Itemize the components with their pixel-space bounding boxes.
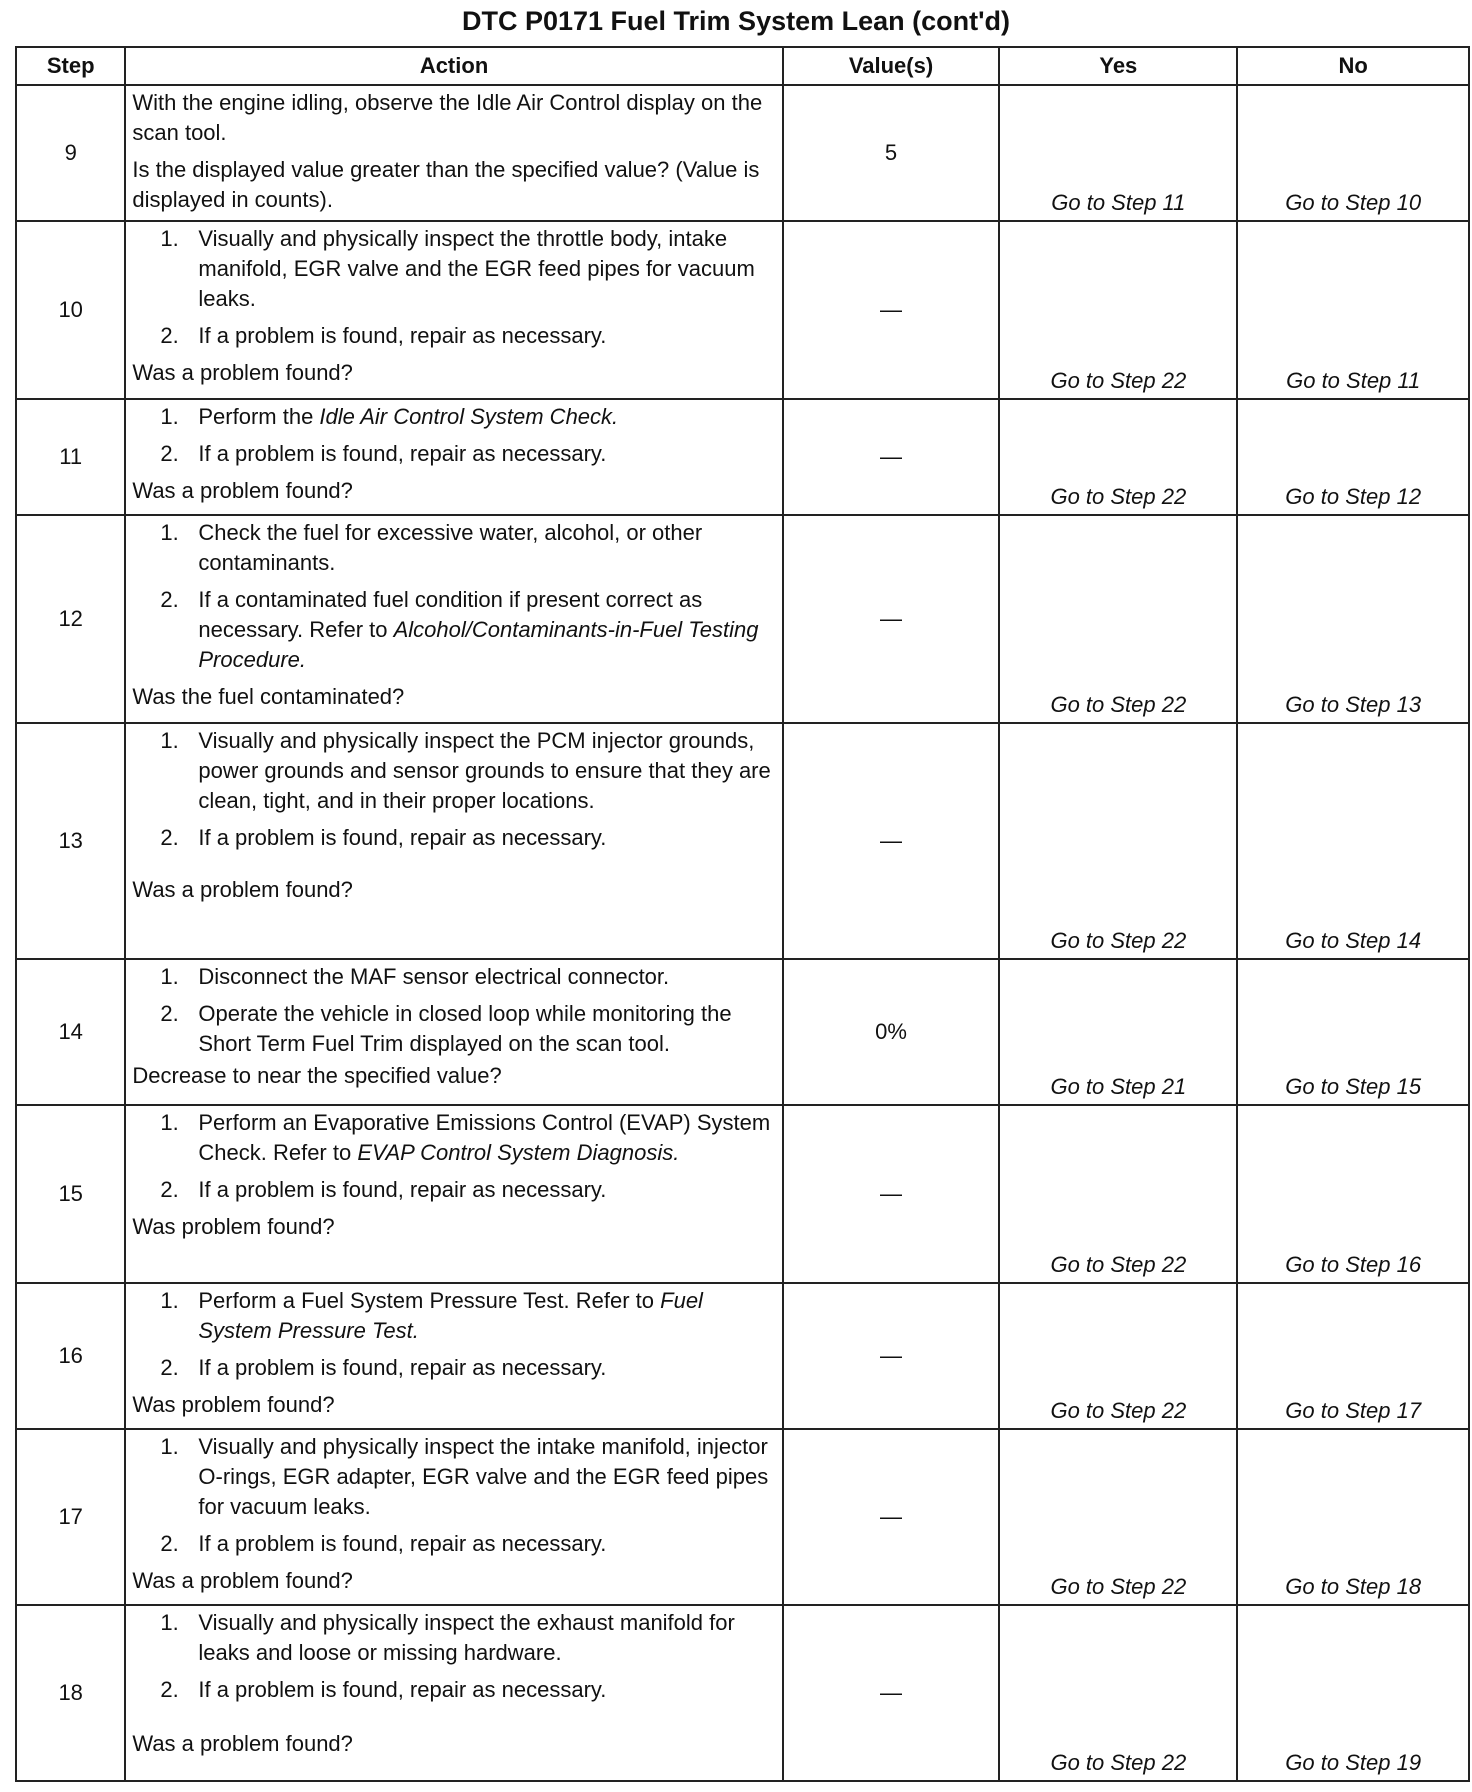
reference-link: Fuel System Pressure Test. bbox=[198, 1288, 703, 1343]
yes-goto: Go to Step 22 bbox=[999, 221, 1237, 399]
action-list bbox=[132, 224, 773, 351]
step-number: 10 bbox=[16, 221, 125, 399]
list-item: 2. If a contaminated fuel condition if present correct as necessary. Refer to Alcohol/Contaminants-in-Fuel Testing Procedure. bbox=[160, 587, 759, 672]
no-goto: Go to Step 13 bbox=[1237, 515, 1469, 723]
value-cell: — bbox=[783, 1429, 1000, 1605]
action-cell bbox=[125, 1105, 782, 1283]
action-text: With the engine idling, observe the Idle Air Control display on the scan tool. bbox=[132, 90, 763, 145]
question-text: Is the displayed value greater than the specified value? (Value is displayed in counts). bbox=[132, 157, 760, 212]
question-text: Was problem found? bbox=[132, 1214, 335, 1239]
list-item: 2. If a problem is found, repair as necessary. bbox=[160, 441, 607, 466]
action-cell bbox=[125, 1605, 782, 1781]
diagnostic-table bbox=[15, 46, 1470, 1782]
yes-goto: Go to Step 22 bbox=[999, 399, 1237, 515]
list-item: 1. Perform a Fuel System Pressure Test. Refer to Fuel System Pressure Test. bbox=[160, 1288, 703, 1343]
value-cell: — bbox=[783, 1605, 1000, 1781]
yes-goto: Go to Step 22 bbox=[999, 1429, 1237, 1605]
step-number: 16 bbox=[16, 1283, 125, 1429]
action-list bbox=[132, 402, 773, 469]
table-row bbox=[16, 959, 1469, 1105]
action-list bbox=[132, 1108, 773, 1205]
question-text: Was the fuel contaminated? bbox=[132, 684, 405, 709]
yes-goto: Go to Step 21 bbox=[999, 959, 1237, 1105]
action-list bbox=[132, 962, 773, 1059]
list-item: 1. Visually and physically inspect the throttle body, intake manifold, EGR valve and the EGR feed pipes for vacuum leaks. bbox=[160, 226, 755, 311]
action-cell bbox=[125, 723, 782, 959]
no-goto: Go to Step 14 bbox=[1237, 723, 1469, 959]
question-text: Was a problem found? bbox=[132, 360, 353, 385]
list-item: 1. Check the fuel for excessive water, alcohol, or other contaminants. bbox=[160, 520, 703, 575]
list-item: 1. Visually and physically inspect the exhaust manifold for leaks and loose or missing hardware. bbox=[160, 1610, 735, 1665]
header-yes: Yes bbox=[999, 47, 1237, 85]
action-cell bbox=[125, 1429, 782, 1605]
no-goto: Go to Step 11 bbox=[1237, 221, 1469, 399]
step-number: 13 bbox=[16, 723, 125, 959]
header-no: No bbox=[1237, 47, 1469, 85]
action-cell bbox=[125, 85, 782, 221]
table-row bbox=[16, 1283, 1469, 1429]
header-step: Step bbox=[16, 47, 125, 85]
question-text: Was problem found? bbox=[132, 1392, 335, 1417]
no-goto: Go to Step 15 bbox=[1237, 959, 1469, 1105]
question-text: Decrease to near the specified value? bbox=[132, 1063, 502, 1088]
yes-goto: Go to Step 22 bbox=[999, 723, 1237, 959]
list-item: 1. Visually and physically inspect the PCM injector grounds, power grounds and sensor grounds to ensure that they are clean, tight, and in their proper locations. bbox=[160, 728, 771, 813]
action-cell bbox=[125, 515, 782, 723]
value-cell: — bbox=[783, 399, 1000, 515]
list-item: 2. If a problem is found, repair as necessary. bbox=[160, 1531, 607, 1556]
action-cell bbox=[125, 959, 782, 1105]
table-row bbox=[16, 1605, 1469, 1781]
value-cell: — bbox=[783, 515, 1000, 723]
no-goto: Go to Step 19 bbox=[1237, 1605, 1469, 1781]
step-number: 12 bbox=[16, 515, 125, 723]
list-item: 1. Visually and physically inspect the intake manifold, injector O-rings, EGR adapter, EGR valve and the EGR feed pipes for vacuum leaks. bbox=[160, 1434, 769, 1519]
action-cell bbox=[125, 221, 782, 399]
step-number: 15 bbox=[16, 1105, 125, 1283]
yes-goto: Go to Step 22 bbox=[999, 1105, 1237, 1283]
reference-link: Alcohol/Contaminants-in-Fuel Testing Procedure. bbox=[198, 617, 759, 672]
table-row bbox=[16, 1429, 1469, 1605]
yes-goto: Go to Step 22 bbox=[999, 1605, 1237, 1781]
list-item: 2. If a problem is found, repair as necessary. bbox=[160, 323, 607, 348]
step-number: 9 bbox=[16, 85, 125, 221]
header-row bbox=[16, 47, 1469, 85]
reference-link: Idle Air Control System Check. bbox=[319, 404, 619, 429]
list-item: 2. If a problem is found, repair as necessary. bbox=[160, 825, 607, 850]
action-list bbox=[132, 1608, 773, 1705]
list-item: 2. Operate the vehicle in closed loop while monitoring the Short Term Fuel Trim displayed on the scan tool. bbox=[160, 1001, 732, 1056]
table-row bbox=[16, 515, 1469, 723]
list-item: 1. Perform the Idle Air Control System Check. bbox=[160, 404, 619, 429]
no-goto: Go to Step 12 bbox=[1237, 399, 1469, 515]
step-number: 14 bbox=[16, 959, 125, 1105]
action-list bbox=[132, 1432, 773, 1559]
step-number: 11 bbox=[16, 399, 125, 515]
no-goto: Go to Step 18 bbox=[1237, 1429, 1469, 1605]
no-goto: Go to Step 10 bbox=[1237, 85, 1469, 221]
action-list bbox=[132, 1286, 773, 1383]
action-cell bbox=[125, 399, 782, 515]
yes-goto: Go to Step 22 bbox=[999, 1283, 1237, 1429]
value-cell: — bbox=[783, 1105, 1000, 1283]
table-row bbox=[16, 399, 1469, 515]
value-cell: — bbox=[783, 1283, 1000, 1429]
no-goto: Go to Step 17 bbox=[1237, 1283, 1469, 1429]
step-number: 17 bbox=[16, 1429, 125, 1605]
step-number: 18 bbox=[16, 1605, 125, 1781]
table-row bbox=[16, 221, 1469, 399]
value-cell: — bbox=[783, 723, 1000, 959]
question-text: Was a problem found? bbox=[132, 478, 353, 503]
yes-goto: Go to Step 11 bbox=[999, 85, 1237, 221]
value-cell: — bbox=[783, 221, 1000, 399]
header-values: Value(s) bbox=[783, 47, 1000, 85]
question-text: Was a problem found? bbox=[132, 877, 353, 902]
reference-link: EVAP Control System Diagnosis. bbox=[357, 1140, 680, 1165]
no-goto: Go to Step 16 bbox=[1237, 1105, 1469, 1283]
table-row bbox=[16, 85, 1469, 221]
list-item: 1. Perform an Evaporative Emissions Control (EVAP) System Check. Refer to EVAP Control System Diagnosis. bbox=[160, 1110, 771, 1165]
table-row bbox=[16, 723, 1469, 959]
action-list bbox=[132, 726, 773, 853]
list-item: 2. If a problem is found, repair as necessary. bbox=[160, 1355, 607, 1380]
page-title: DTC P0171 Fuel Trim System Lean (cont'd) bbox=[461, 6, 1011, 36]
question-text: Was a problem found? bbox=[132, 1568, 353, 1593]
list-item: 2. If a problem is found, repair as necessary. bbox=[160, 1177, 607, 1202]
list-item: 1. Disconnect the MAF sensor electrical connector. bbox=[160, 964, 670, 989]
action-list bbox=[132, 518, 773, 675]
value-cell: 5 bbox=[783, 85, 1000, 221]
action-cell bbox=[125, 1283, 782, 1429]
table-row bbox=[16, 1105, 1469, 1283]
question-text: Was a problem found? bbox=[132, 1731, 353, 1756]
header-action: Action bbox=[125, 47, 782, 85]
list-item: 2. If a problem is found, repair as necessary. bbox=[160, 1677, 607, 1702]
yes-goto: Go to Step 22 bbox=[999, 515, 1237, 723]
value-cell: 0% bbox=[783, 959, 1000, 1105]
